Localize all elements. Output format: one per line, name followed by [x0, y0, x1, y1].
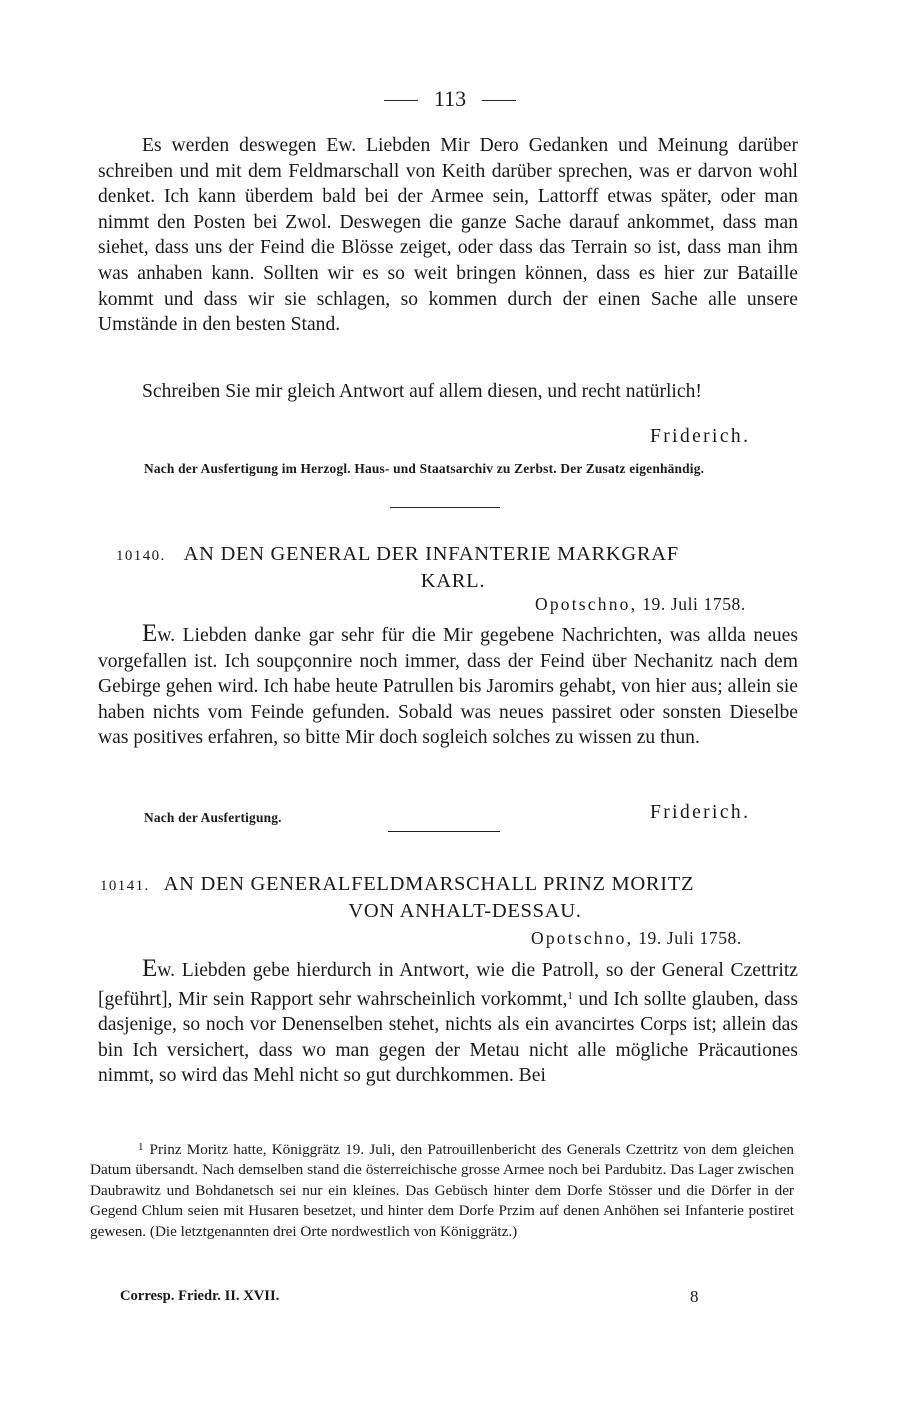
footnote-text: Prinz Moritz hatte, Königgrätz 19. Juli, den Patrouillenbericht des Generals Czettritz von dem gleichen Datum übersandt. Nach demselben stand die österreichische grosse Armee noch bei Pardubitz. Das Lager zwischen Daubrawitz und Bohdanetsch sei nur ein kleines. Das Gebüsch hinter dem Dorfe Stösser und die Dörfer in der Gegend Chlum seien mit Husaren besetzet, und hinter dem Dorfe Przim auf denen Anhöhen sei Infanterie postiret gewesen. (Die letztgenannten drei Orte nordwestlich von Königgrätz.)	[90, 1141, 794, 1240]
page-number: 113	[433, 86, 467, 111]
letter-body-text: Ew. Liebden gebe hierdurch in Antwort, wie die Patroll, so der General Czettritz [geführt], Mir sein Rapport sehr wahrscheinlich vorkommt,	[98, 955, 798, 1010]
footer-signature-mark: 8	[690, 1287, 699, 1306]
date-place: Opotschno,	[531, 928, 634, 948]
letter-heading	[98, 542, 800, 594]
letter-heading	[98, 872, 800, 924]
signature: Friderich.	[650, 426, 751, 447]
letter-title-line1: AN DEN GENERAL DER INFANTERIE MARKGRAF	[183, 543, 679, 565]
continuation-paragraph-2: Schreiben Sie mir gleich Antwort auf allem diesen, und recht natürlich!	[142, 381, 702, 402]
section-divider	[388, 831, 500, 832]
dateline	[531, 928, 742, 949]
continuation-paragraph-1: Es werden deswegen Ew. Liebden Mir Dero Gedanken und Meinung darüber schreiben und mit dem Feldmarschall von Keith darüber sprechen, was er darvon wohl denket. Ich kann überdem bald bei der Armee sein, Lattorff etwas später, oder man nimmt den Posten bei Zwol. Deswegen die ganze Sache darauf ankommet, dass man siehet, dass uns der Feind die Blösse zeiget, oder dass das Terrain so ist, dass man ihm was anhaben kann. Sollten wir es so weit bringen können, dass es hier zur Bataille kommt und dass wir sie schlagen, so kommen durch der einen Sache alle unsere Umstände in den besten Stand.	[98, 135, 798, 336]
signature: Friderich.	[650, 802, 751, 823]
footnote	[90, 1137, 794, 1242]
letter-continuation	[98, 133, 798, 338]
letter-number: 10140.	[116, 548, 166, 564]
header-dash-right	[482, 100, 516, 101]
dateline	[535, 594, 746, 615]
footnote-reference[interactable]: 1	[567, 989, 573, 1002]
date: 19. Juli 1758.	[642, 594, 746, 614]
letter-number: 10141.	[100, 878, 150, 894]
letter-body-paragraph	[98, 956, 798, 1089]
letter-body	[98, 621, 798, 751]
header-dash-left	[384, 100, 418, 101]
letter-body-text-continued: und Ich sollte glauben, dass dasjenige, so noch vor Denenselben stehet, nichts als ein avancirtes Corps ist; allein das bin Ich versichert, dass wo man gegen der Metau nicht alle mögliche Präcautiones nimmt, so wird das Mehl nicht so gut durchkommen. Bei	[98, 988, 798, 1087]
footer-source: Corresp. Friedr. II. XVII.	[120, 1288, 280, 1304]
source-note: Nach der Ausfertigung.	[144, 810, 282, 825]
page-header	[0, 86, 900, 112]
date-place: Opotschno,	[535, 594, 638, 614]
letter-body-text: Ew. Liebden danke gar sehr für die Mir gegebene Nachrichten, was allda neues vorgefallen ist. Ich soupçonnire noch immer, dass der Feind über Nechanitz nach dem Gebirge gehen wird. Ich habe heute Patrullen bis Jaromirs gehabt, von hier aus; allein sie haben nichts vom Feinde gefunden. Sobald was neues passiret oder sonsten Dieselbe was positives erfahren, so bitte Mir doch sogleich solches zu wissen zu thun.	[98, 620, 798, 749]
footnote-mark: 1	[138, 1141, 144, 1153]
footnote-paragraph	[90, 1137, 794, 1242]
letter-title-line2: VON ANHALT-DESSAU.	[348, 900, 582, 922]
letter-body	[98, 956, 798, 1089]
letter-title-line2: KARL.	[420, 570, 486, 592]
letter-title-line1: AN DEN GENERALFELDMARSCHALL PRINZ MORITZ	[163, 873, 695, 895]
section-divider	[390, 507, 500, 508]
source-note: Nach der Ausfertigung im Herzogl. Haus- und Staatsarchiv zu Zerbst. Der Zusatz eigenhändig.	[144, 461, 705, 476]
letter-continuation-2	[98, 379, 798, 405]
date: 19. Juli 1758.	[638, 928, 742, 948]
